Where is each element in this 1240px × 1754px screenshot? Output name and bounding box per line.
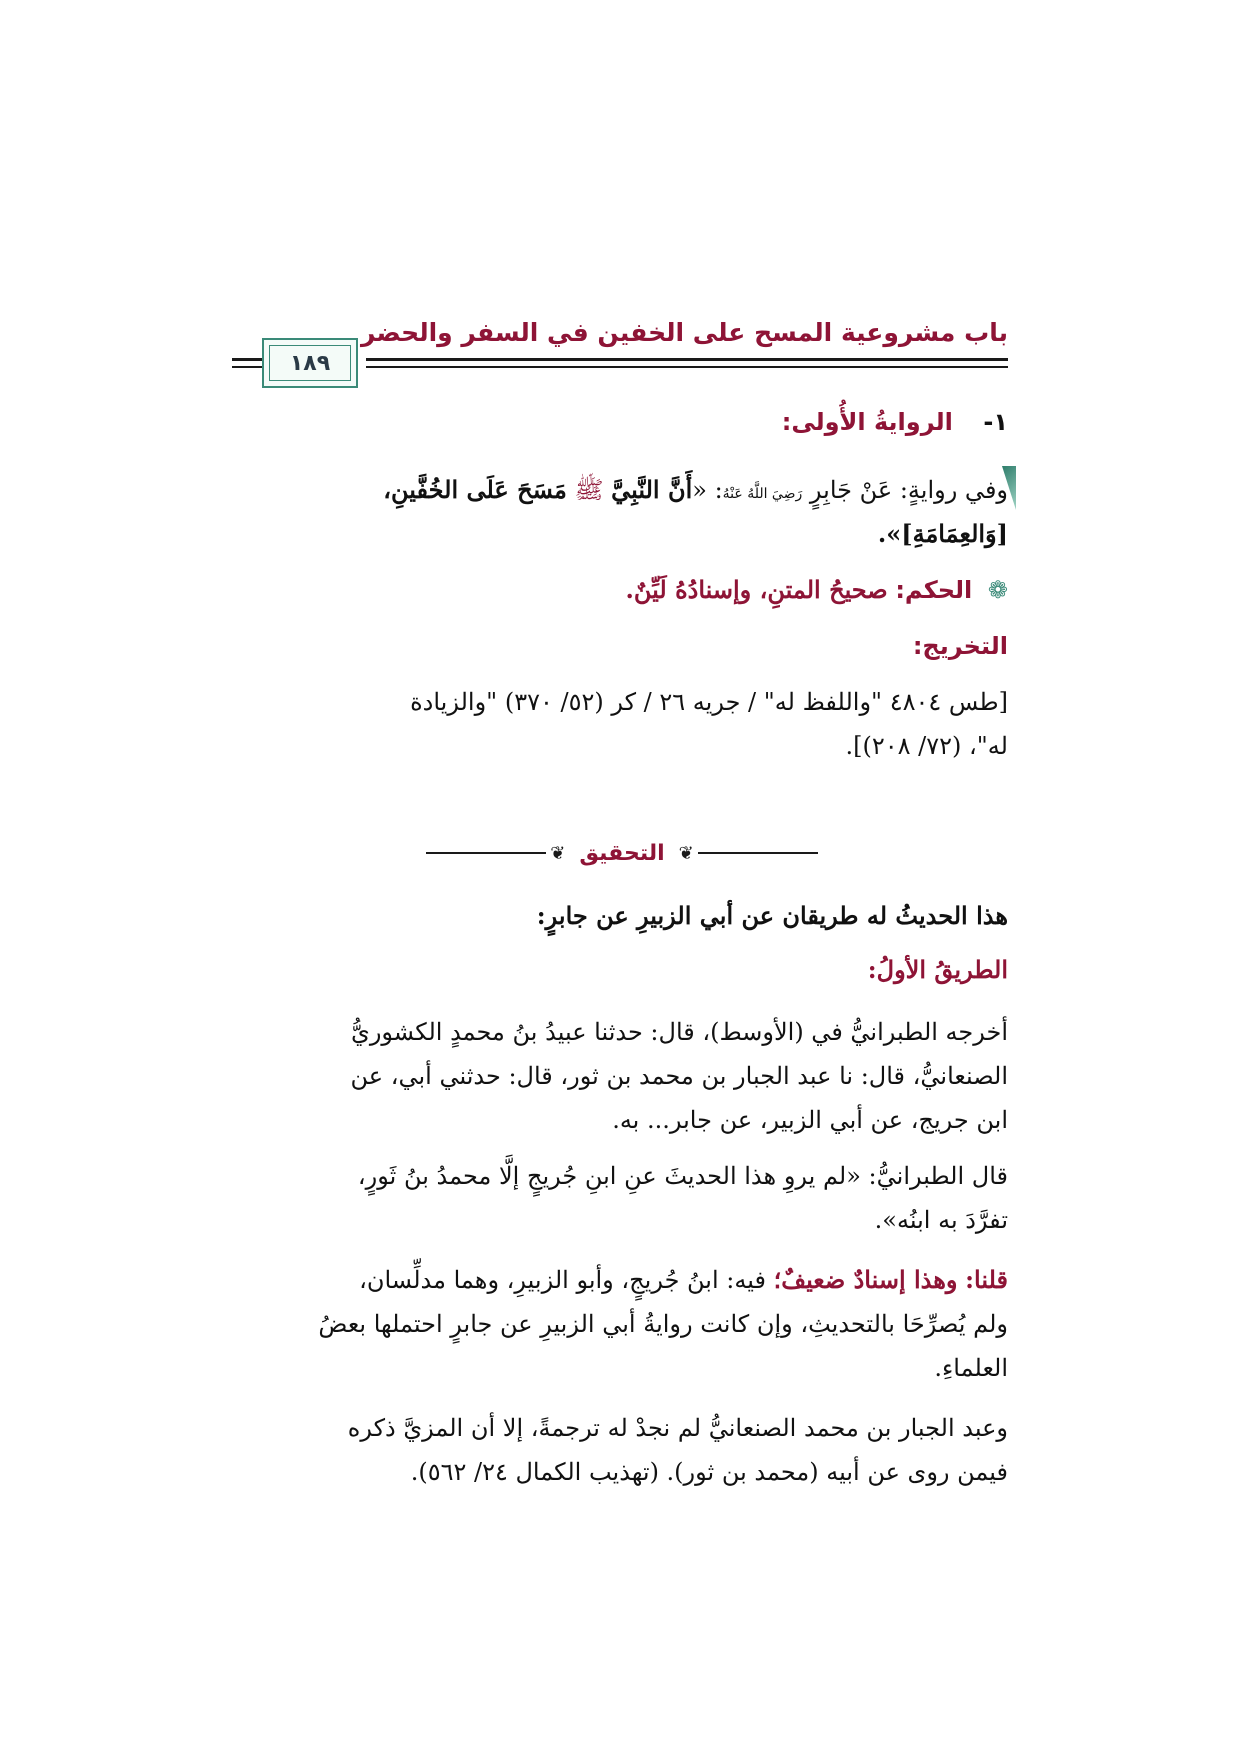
narration-line-1 — [228, 470, 1008, 514]
path-heading — [228, 950, 1008, 990]
paragraph-2-line-1: قال الطبرانيُّ: «لم يروِ هذا الحديثَ عنِ ابنِ جُريجٍ إلَّا محمدُ بنُ ثَورٍ، — [357, 1162, 1008, 1190]
divider-line-right — [698, 852, 818, 854]
salutation-glyph: ﷺ — [574, 476, 604, 504]
paragraph-3-rest: فيه: ابنُ جُريجٍ، وأبو الزبيرِ، وهما مدلِّسان، — [359, 1266, 766, 1294]
narration-addition: [وَالعِمَامَةِ]». — [877, 519, 1008, 548]
section-divider — [426, 838, 818, 868]
narration-colon: : « — [692, 476, 723, 504]
paragraph-4-line-2: فيمن روى عن أبيه (محمد بن ثور). (تهذيب الكمال ٢٤/ ٥٦٢). — [410, 1458, 1008, 1486]
header-rule-left-secondary — [232, 366, 262, 368]
paragraph-1-line-2: الصنعانيُّ، قال: نا عبد الجبار بن محمد بن ثور، قال: حدثني أبي، عن — [350, 1062, 1008, 1090]
flourish-icon: ❦ — [678, 842, 694, 864]
header-rule-left — [232, 358, 262, 361]
header-rule-secondary — [366, 366, 1008, 368]
page-number: ١٨٩ — [289, 350, 331, 376]
page-number-frame — [262, 338, 358, 388]
tahqiq-intro: هذا الحديثُ له طريقان عن أبي الزبيرِ عن جابرٍ: — [536, 901, 1008, 930]
takhrij-line-1: [طس ٤٨٠٤ "واللفظ له" / جريه ٢٦ / كر (٥٢/ ٣٧٠) "والزيادة — [410, 688, 1008, 716]
paragraph-2-line-2: تفرَّدَ به ابنُه». — [874, 1206, 1008, 1234]
flourish-icon: ❦ — [550, 842, 566, 864]
narration-bold-1: أَنَّ النَّبِيَّ — [611, 475, 693, 504]
section-heading — [228, 402, 1008, 442]
paragraph-1-line-3: ابن جريج، عن أبي الزبير، عن جابر... به. — [612, 1106, 1008, 1134]
divider-line-left — [426, 852, 546, 854]
narration-prefix: وفي روايةٍ: عَنْ جَابِرٍ — [809, 476, 1008, 504]
honorific-text: رَضِيَ اللَّهُ عَنْهُ — [722, 486, 803, 502]
path-1-label: الطريقُ الأولُ: — [867, 955, 1008, 984]
narration-bold-2: مَسَحَ عَلَى الخُفَّينِ، — [383, 475, 567, 504]
section-number: ١- — [983, 408, 1008, 436]
ruling-label: الحكم: — [895, 576, 973, 604]
chapter-title: باب مشروعية المسح على الخفين في السفر والحضر — [361, 318, 1008, 347]
takhrij-label: التخريج: — [912, 632, 1008, 660]
paragraph-1-line-1: أخرجه الطبرانيُّ في (الأوسط)، قال: حدثنا عبيدُ بنُ محمدٍ الكشوريُّ — [351, 1018, 1008, 1046]
ruling-value: صحيحُ المتنِ، وإسنادُهُ لَيِّنٌ. — [625, 575, 888, 604]
paragraph-3-line-2: ولم يُصرِّحَا بالتحديثِ، وإن كانت روايةُ أبي الزبيرِ عن جابرٍ احتملها بعضُ — [318, 1310, 1008, 1338]
verdict-text: وهذا إسنادٌ ضعيفٌ؛ — [773, 1265, 958, 1294]
takhrij-line-2: له"، (٧٢/ ٢٠٨)]. — [845, 732, 1008, 760]
header-rule — [366, 358, 1008, 361]
takhrij-heading — [228, 626, 1008, 666]
narration-line-2 — [228, 514, 1008, 554]
section-title: الروايةُ الأُولى: — [781, 408, 953, 436]
paragraph-4-line-1: وعبد الجبار بن محمد الصنعانيُّ لم نجدْ له ترجمةً، إلا أن المزيَّ ذكره — [347, 1414, 1008, 1442]
ruling — [228, 570, 1008, 610]
flower-bullet-icon: ❁ — [987, 576, 1008, 604]
paragraph-3-line-1 — [228, 1260, 1008, 1300]
paragraph-3-line-3: العلماءِ. — [934, 1354, 1008, 1382]
divider-title: التحقيق — [579, 840, 665, 866]
qulna-label: قلنا: — [965, 1265, 1008, 1294]
